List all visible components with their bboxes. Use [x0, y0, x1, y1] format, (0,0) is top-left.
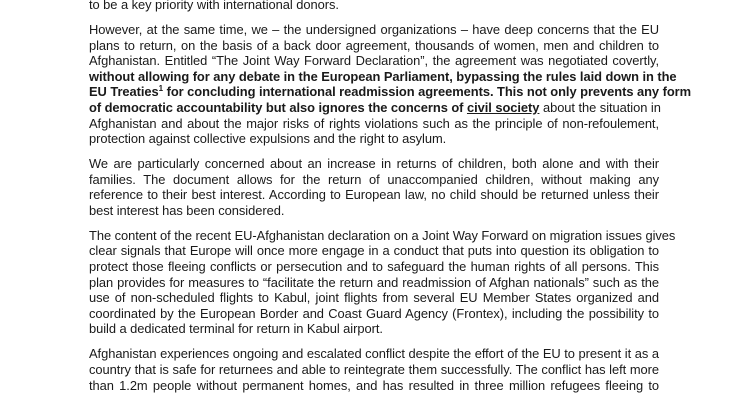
text-line: country that is safe for returnees and able to reintegrate them successfully. The conflict has left more [89, 362, 659, 378]
text-line: best interest has been considered. [89, 202, 285, 218]
text-line: than 1.2m people without permanent homes, and has resulted in three million refugees fleeing to [89, 377, 659, 393]
paragraph-concerns [89, 21, 692, 147]
text-line: reference to their best interest. According to European law, no child should be returned unless their [89, 187, 659, 203]
bold-text: of democratic accountability but also ignores the concerns of [89, 99, 467, 115]
text-line: protection against collective expulsions and the right to asylum. [89, 131, 447, 147]
text-line: coordinated by the European Border and Coast Guard Agency (Frontex), including the possibility to [89, 305, 659, 321]
text-line: use of non-scheduled flights to Kabul, joint flights from several EU Member States organized and [89, 290, 659, 306]
text-line: families. The document allows for the return of unaccompanied children, without making any [89, 171, 659, 187]
bold-text-line: without allowing for any debate in the European Parliament, bypassing the rules laid down in the [89, 68, 677, 84]
text-line: We are particularly concerned about an increase in returns of children, both alone and with their [89, 156, 659, 172]
text-line: clear signals that Europe will once more engage in a conduct that puts into question its obligation to [89, 243, 659, 259]
paragraph-children [89, 156, 659, 218]
text-line: However, at the same time, we – the undersigned organizations – have deep concerns that the EU [89, 21, 659, 37]
mixed-text-line [89, 100, 659, 116]
plain-text: about the situation in [539, 99, 661, 115]
text-line: plan provides for measures to “facilitate the return and readmission of Afghan nationals” such as the [89, 274, 659, 290]
text-line: protect those fleeing conflicts or persecution and to safeguard the human rights of all persons. This [89, 259, 659, 275]
document-page [89, 0, 692, 403]
text-line: build a dedicated terminal for return in Kabul airport. [89, 321, 383, 337]
text-line: plans to return, on the basis of a back door agreement, thousands of women, men and children to [89, 37, 659, 53]
text-line: Afghanistan experiences ongoing and escalated conflict despite the effort of the EU to present it as a [89, 346, 659, 362]
paragraph-afghanistan-conflict [89, 346, 659, 393]
text-line: Afghanistan and about the major risks of rights violations such as the principle of non-refoulement, [89, 115, 659, 131]
text-line: Afghanistan. Entitled “The Joint Way Forward Declaration”, the agreement was negotiated covertly, [89, 53, 659, 69]
bold-text: for concluding international readmission agreements. This not only prevents any form [163, 84, 692, 100]
footnote-ref[interactable]: 1 [158, 84, 164, 94]
bold-text-line [89, 84, 692, 100]
text-line: to be a key priority with international donors. [89, 0, 339, 12]
underlined-bold-text: civil society [466, 99, 540, 115]
paragraph-declaration [89, 227, 676, 337]
paragraph-intro-tail [89, 0, 659, 13]
bold-text: EU Treaties [89, 84, 159, 100]
text-line: The content of the recent EU-Afghanistan declaration on a Joint Way Forward on migration issues gives [89, 227, 676, 243]
